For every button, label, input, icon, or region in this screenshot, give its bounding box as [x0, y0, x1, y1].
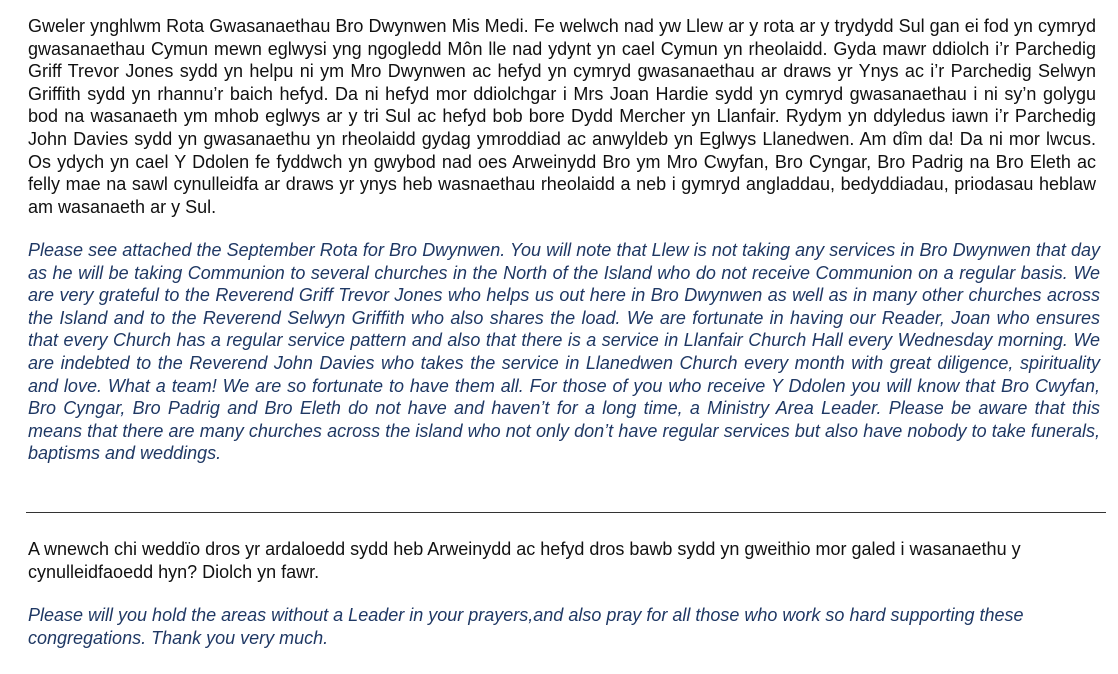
english-rota-paragraph: Please see attached the September Rota for Bro Dwynwen. You will note that Llew is not taking any services in Bro Dwynwen that day as he will be taking Communion to several churches in the North of the Island who do not receive Communion on a regular basis. We are very grateful to the Reverend Griff Trevor Jones who helps us out here in Bro Dwynwen as well as in many other churches across the Island and to the Reverend Selwyn Griffith who also shares the load. We are fortunate in having our Reader, Joan who ensures that every Church has a regular service pattern and also that there is a service in Llanfair Church Hall every Wednesday morning. We are indebted to the Reverend John Davies who takes the service in Llanedwen Church every month with great diligence, spirituality and love. What a team! We are so fortunate to have them all. For those of you who receive Y Ddolen you will know that Bro Cwyfan, Bro Cyngar, Bro Padrig and Bro Eleth do not have and haven’t for a long time, a Ministry Area Leader. Please be aware that this means that there are many churches across the island who not only don’t have regular services but also have nobody to take funerals, baptisms and weddings.: [28, 240, 1100, 464]
welsh-prayer-paragraph: A wnewch chi weddïo dros yr ardaloedd sydd heb Arweinydd ac hefyd dros bawb sydd yn gweithio mor galed i wasanaethu y cynulleidfaoedd hyn? Diolch yn fawr.: [28, 539, 1021, 582]
english-prayer-paragraph: Please will you hold the areas without a Leader in your prayers,and also pray for all those who work so hard supporting these congregations. Thank you very much.: [28, 605, 1024, 648]
welsh-rota-paragraph: Gweler ynghlwm Rota Gwasanaethau Bro Dwynwen Mis Medi. Fe welwch nad yw Llew ar y rota ar y trydydd Sul gan ei fod yn cymryd gwasanaethau Cymun mewn eglwysi yng ngogledd Môn lle nad ydynt yn cael Cymun yn rheolaidd. Gyda mawr ddiolch i’r Parchedig Griff Trevor Jones sydd yn helpu ni ym Mro Dwynwen ac hefyd yn cymryd gwasanaethau ar draws yr Ynys ac i’r Parchedig Selwyn Griffith sydd yn rhannu’r baich hefyd. Da ni hefyd mor ddiolchgar i Mrs Joan Hardie sydd yn cymryd gwasanaethau i ni sy’n golygu bod na wasanaeth ym mhob eglwys ar y tri Sul ac hefyd bob bore Dydd Mercher yn Llanfair. Rydym yn ddyledus iawn i’r Parchedig John Davies sydd yn gwasanaethu yn rheolaidd gydag ymroddiad ac anwyldeb yn Eglwys Llanedwen. Am dîm da! Da ni mor lwcus. Os ydych yn cael Y Ddolen fe fyddwch yn gwybod nad oes Arweinydd Bro ym Mro Cwyfan, Bro Cyngar, Bro Padrig na Bro Eleth ac felly mae na sawl cynulleidfa ar draws yr ynys heb wasnaethau rheolaidd a neb i gymryd angladdau, bedyddiadau, priodasau heblaw am wasanaeth ar y Sul.: [28, 16, 1096, 217]
section-divider: [26, 512, 1106, 513]
